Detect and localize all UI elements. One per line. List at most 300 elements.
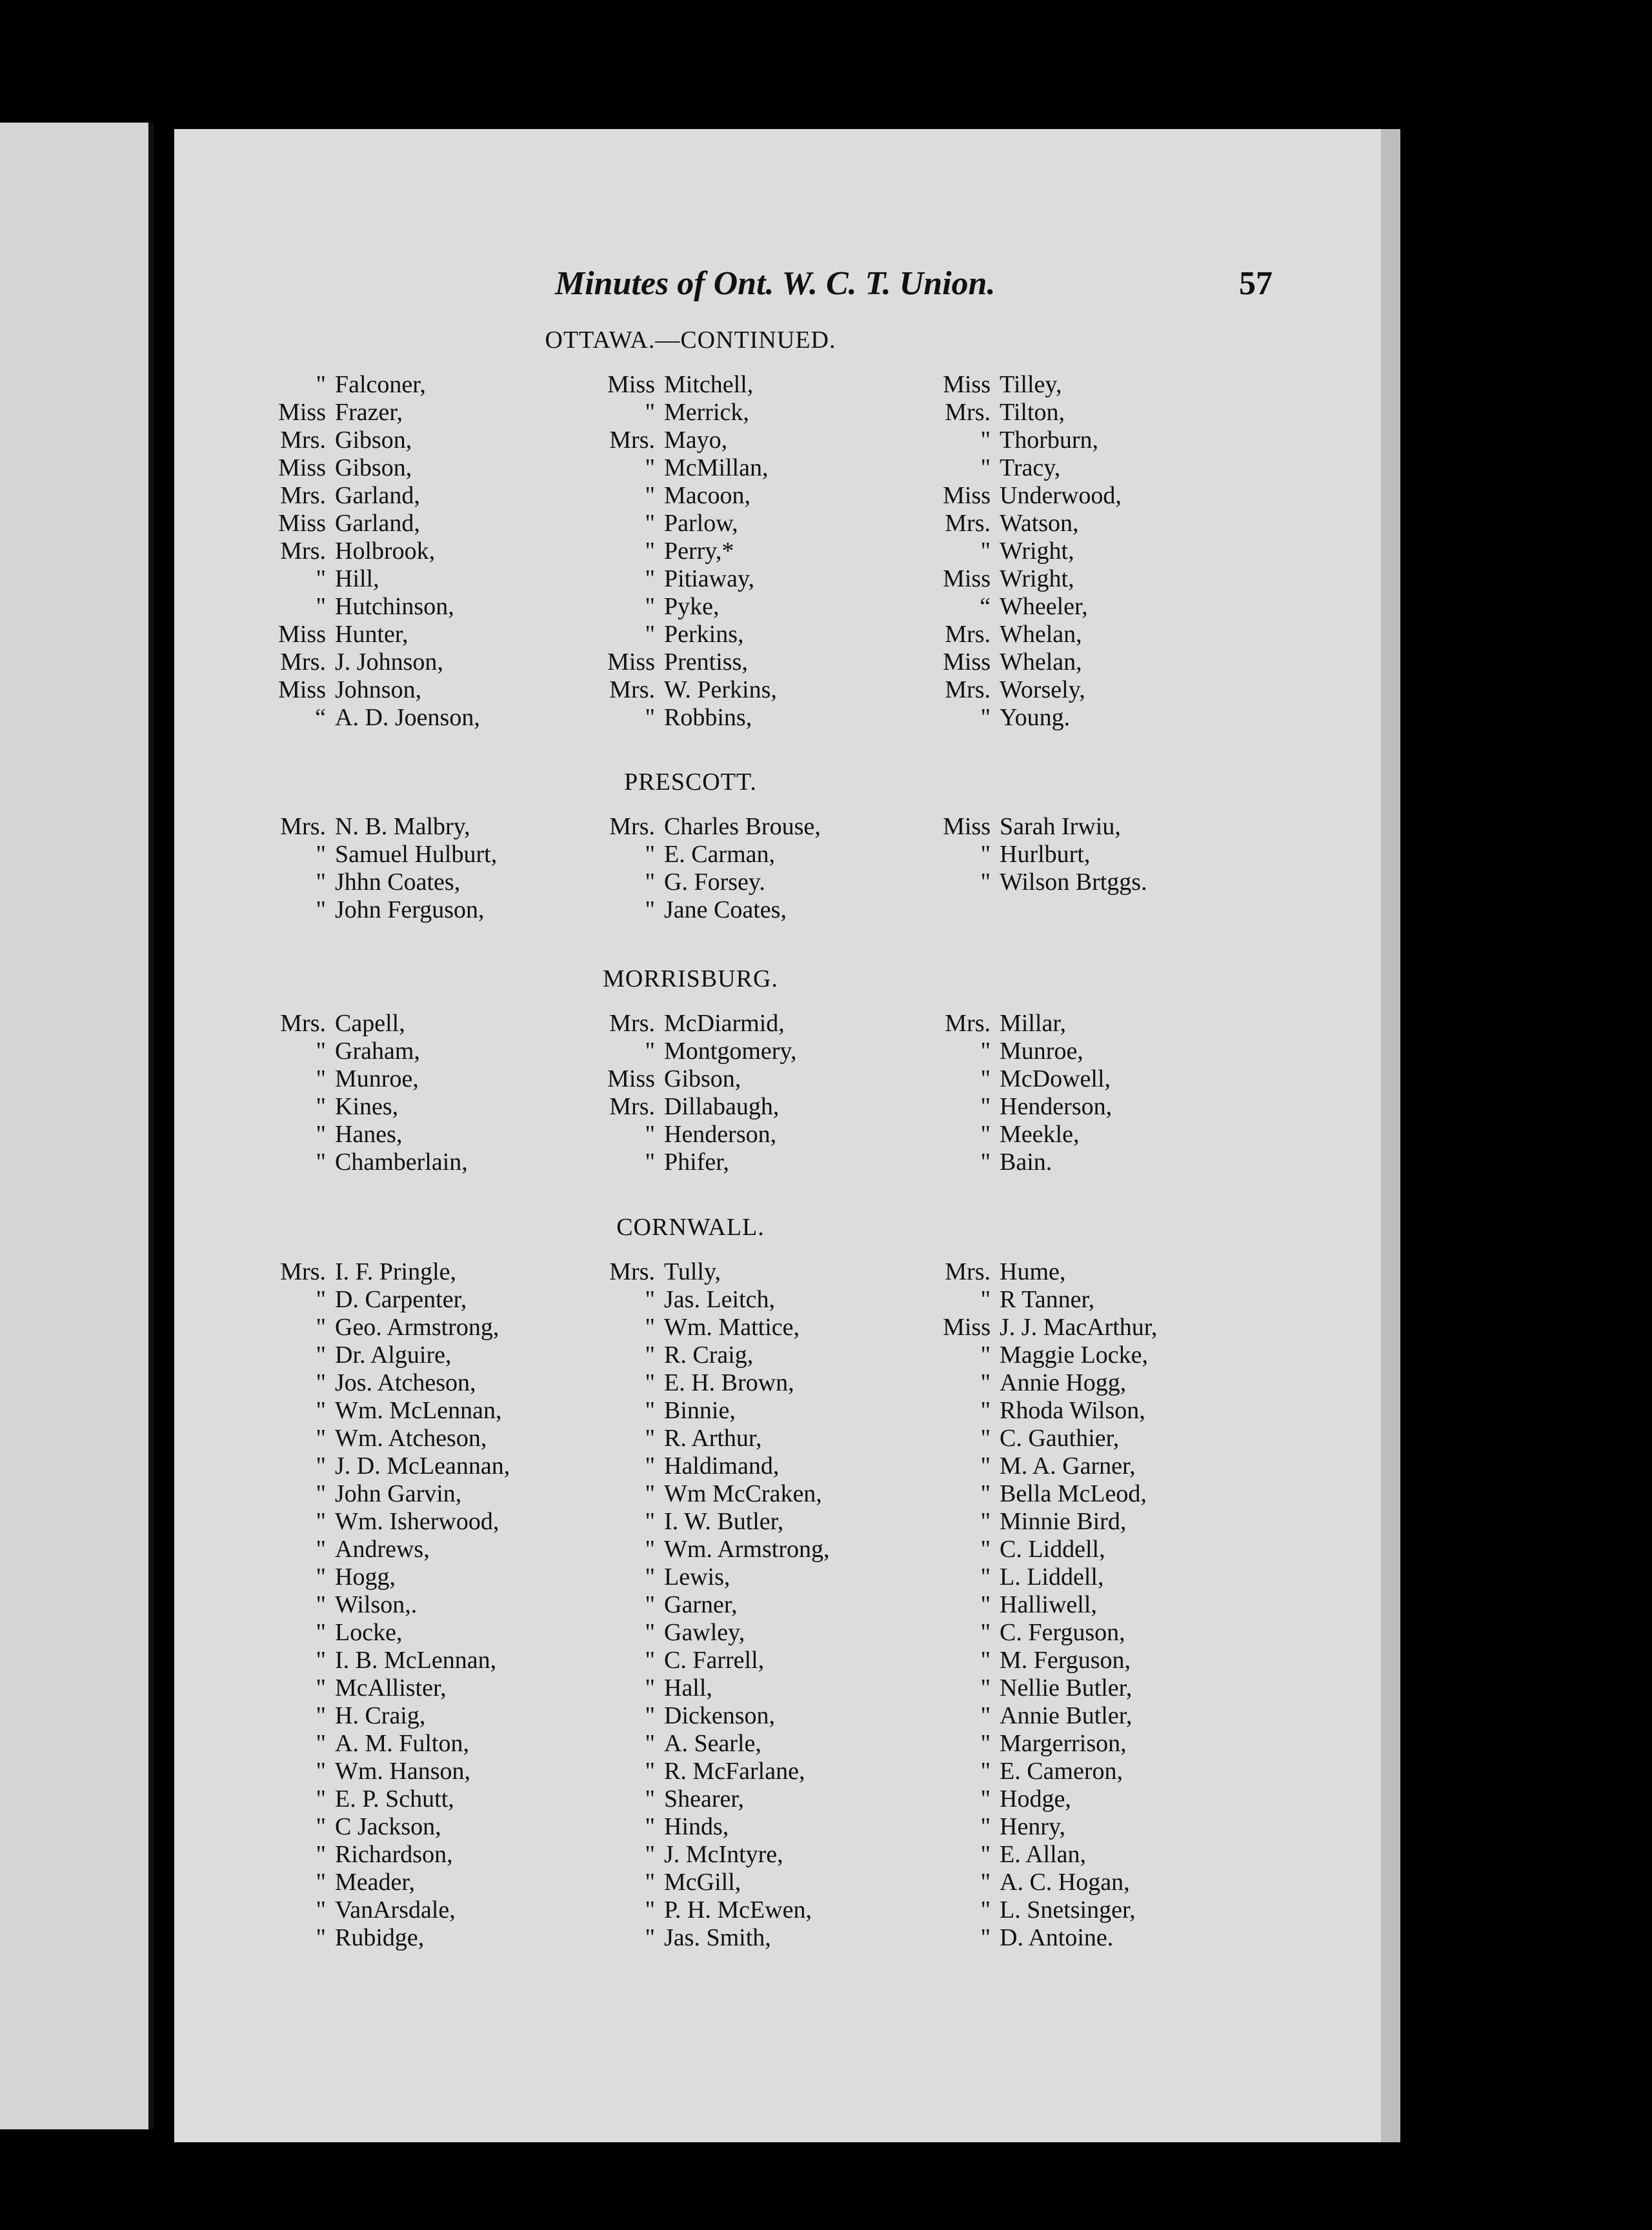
honorific: " <box>980 1121 991 1148</box>
name-entry <box>923 1038 1112 1065</box>
person-name: Samuel Hulburt, <box>335 841 498 868</box>
honorific: " <box>645 1369 655 1396</box>
section-heading: CORNWALL. <box>616 1214 765 1241</box>
honorific: " <box>980 1758 991 1785</box>
person-name: L. Liddell, <box>1000 1563 1104 1591</box>
person-name: Tully, <box>664 1258 721 1285</box>
name-entry <box>587 621 777 648</box>
name-entry <box>587 1841 829 1869</box>
honorific: Miss <box>278 454 326 481</box>
honorific: Mrs. <box>609 427 655 454</box>
name-entry <box>923 1121 1112 1149</box>
honorific: " <box>316 1369 326 1396</box>
name-entry <box>923 1730 1157 1758</box>
name-entry <box>587 1674 829 1702</box>
name-column <box>923 371 1122 732</box>
name-column <box>923 1258 1157 1952</box>
name-column <box>258 371 480 732</box>
name-entry <box>258 1619 510 1647</box>
person-name: N. B. Malbry, <box>335 813 470 840</box>
name-entry <box>587 1563 829 1591</box>
person-name: Tracy, <box>1000 454 1061 481</box>
honorific: Mrs. <box>609 1010 655 1037</box>
person-name: Hunter, <box>335 621 408 648</box>
honorific: Miss <box>278 621 326 648</box>
name-entry <box>587 1149 796 1176</box>
name-entry <box>258 1314 510 1341</box>
person-name: Pitiaway, <box>664 565 755 592</box>
name-entry <box>923 537 1122 565</box>
honorific: " <box>980 704 991 731</box>
name-entry <box>923 1591 1157 1619</box>
name-entry <box>923 1341 1157 1369</box>
honorific: " <box>645 1397 655 1424</box>
person-name: Wm. Armstrong, <box>664 1536 830 1563</box>
person-name: C. Farrell, <box>664 1647 765 1674</box>
person-name: J. D. McLeannan, <box>335 1452 510 1480</box>
person-name: McMillan, <box>664 454 769 481</box>
name-entry <box>587 1480 829 1508</box>
person-name: Wm. Mattice, <box>664 1314 800 1341</box>
name-entry <box>923 1647 1157 1674</box>
person-name: Hall, <box>664 1674 712 1702</box>
honorific: " <box>316 869 326 896</box>
honorific: " <box>645 1758 655 1785</box>
name-entry <box>923 1896 1157 1924</box>
person-name: Millar, <box>1000 1010 1066 1037</box>
honorific: Miss <box>943 482 991 509</box>
honorific: " <box>645 1425 655 1452</box>
honorific: Mrs. <box>945 676 991 703</box>
name-entry <box>258 704 480 732</box>
person-name: Wright, <box>1000 537 1074 565</box>
person-name: G. Forsey. <box>664 869 765 896</box>
honorific: Miss <box>607 1065 655 1092</box>
name-entry <box>587 1869 829 1896</box>
honorific: " <box>316 1841 326 1868</box>
honorific: " <box>645 1149 655 1176</box>
name-entry <box>923 1258 1157 1286</box>
name-entry <box>923 676 1122 704</box>
honorific: " <box>645 1563 655 1591</box>
honorific: " <box>980 1674 991 1702</box>
name-entry <box>923 1841 1157 1869</box>
person-name: J. Johnson, <box>335 648 443 676</box>
honorific: " <box>980 1647 991 1674</box>
person-name: Gibson, <box>664 1065 741 1092</box>
honorific: " <box>980 869 991 896</box>
name-entry <box>258 537 480 565</box>
honorific: " <box>980 1896 991 1924</box>
honorific: " <box>645 399 655 426</box>
person-name: E. Allan, <box>1000 1841 1087 1868</box>
name-entry <box>258 1369 510 1397</box>
honorific: " <box>980 1038 991 1065</box>
person-name: E. P. Schutt, <box>335 1785 454 1813</box>
honorific: " <box>980 1869 991 1896</box>
person-name: I. W. Butler, <box>664 1508 784 1535</box>
name-entry <box>923 1785 1157 1813</box>
person-name: Jane Coates, <box>664 896 787 923</box>
honorific: Mrs. <box>280 648 326 676</box>
person-name: D. Antoine. <box>1000 1924 1114 1951</box>
person-name: Garland, <box>335 510 420 537</box>
name-entry <box>587 565 777 593</box>
name-entry <box>587 593 777 621</box>
name-entry <box>258 1149 468 1176</box>
name-entry <box>923 1314 1157 1341</box>
name-entry <box>587 1536 829 1563</box>
name-entry <box>258 1785 510 1813</box>
name-entry <box>923 1619 1157 1647</box>
honorific: " <box>980 1841 991 1868</box>
honorific: " <box>316 1591 326 1618</box>
honorific: " <box>316 1536 326 1563</box>
name-entry <box>587 1425 829 1452</box>
honorific: " <box>645 1869 655 1896</box>
person-name: Whelan, <box>1000 648 1082 676</box>
person-name: Graham, <box>335 1038 420 1065</box>
name-entry <box>587 1619 829 1647</box>
honorific: Mrs. <box>945 399 991 426</box>
honorific: " <box>645 1508 655 1535</box>
person-name: Hinds, <box>664 1813 729 1840</box>
honorific: " <box>316 565 326 592</box>
person-name: Charles Brouse, <box>664 813 821 840</box>
person-name: Phifer, <box>664 1149 729 1176</box>
name-entry <box>923 1536 1157 1563</box>
honorific: " <box>645 841 655 868</box>
name-entry <box>258 1010 468 1038</box>
honorific: " <box>980 1924 991 1951</box>
honorific: Mrs. <box>280 427 326 454</box>
honorific: " <box>316 1065 326 1092</box>
name-entry <box>923 1149 1112 1176</box>
honorific: Mrs. <box>945 621 991 648</box>
person-name: Perry,* <box>664 537 734 565</box>
person-name: John Ferguson, <box>335 896 485 923</box>
name-entry <box>587 1369 829 1397</box>
name-entry <box>258 1563 510 1591</box>
person-name: Hanes, <box>335 1121 403 1148</box>
name-column <box>258 1258 510 1952</box>
honorific: " <box>645 1674 655 1702</box>
person-name: Nellie Butler, <box>1000 1674 1133 1702</box>
person-name: P. H. McEwen, <box>664 1896 812 1924</box>
name-entry <box>587 1038 796 1065</box>
honorific: " <box>316 1702 326 1729</box>
person-name: Underwood, <box>1000 482 1122 509</box>
person-name: H. Craig, <box>335 1702 426 1729</box>
name-entry <box>923 1093 1112 1121</box>
section-heading: OTTAWA.—CONTINUED. <box>545 326 836 354</box>
honorific: " <box>316 1038 326 1065</box>
person-name: Mayo, <box>664 427 728 454</box>
name-entry <box>587 537 777 565</box>
person-name: Geo. Armstrong, <box>335 1314 499 1341</box>
person-name: Robbins, <box>664 704 752 731</box>
honorific: " <box>980 1619 991 1646</box>
person-name: Tilley, <box>1000 371 1062 398</box>
name-entry <box>258 510 480 537</box>
honorific: Miss <box>943 813 991 840</box>
person-name: C Jackson, <box>335 1813 441 1840</box>
honorific: " <box>980 1536 991 1563</box>
honorific: " <box>980 1813 991 1840</box>
person-name: McAllister, <box>335 1674 447 1702</box>
person-name: Bella McLeod, <box>1000 1480 1147 1507</box>
name-entry <box>258 1258 510 1286</box>
honorific: " <box>980 1508 991 1535</box>
honorific: " <box>316 1730 326 1757</box>
name-entry <box>587 1314 829 1341</box>
name-entry <box>258 1093 468 1121</box>
person-name: Henderson, <box>664 1121 777 1148</box>
honorific: " <box>645 482 655 509</box>
person-name: Hogg, <box>335 1563 396 1591</box>
person-name: Holbrook, <box>335 537 436 565</box>
name-entry <box>587 1508 829 1536</box>
honorific: " <box>645 1480 655 1507</box>
person-name: Thorburn, <box>1000 427 1099 454</box>
honorific: Mrs. <box>280 482 326 509</box>
name-entry <box>923 1702 1157 1730</box>
section-heading: MORRISBURG. <box>603 965 778 992</box>
name-entry <box>258 621 480 648</box>
name-entry <box>587 1702 829 1730</box>
name-entry <box>587 454 777 482</box>
name-entry <box>923 510 1122 537</box>
honorific: Miss <box>278 399 326 426</box>
person-name: A. Searle, <box>664 1730 761 1757</box>
person-name: M. Ferguson, <box>1000 1647 1131 1674</box>
honorific: " <box>980 1341 991 1369</box>
person-name: Capell, <box>335 1010 405 1037</box>
honorific: " <box>316 1314 326 1341</box>
person-name: Johnson, <box>335 676 422 703</box>
name-entry <box>923 371 1122 399</box>
person-name: Hutchinson, <box>335 593 454 620</box>
name-entry <box>258 593 480 621</box>
person-name: John Garvin, <box>335 1480 462 1507</box>
name-entry <box>923 593 1122 621</box>
honorific: " <box>316 1674 326 1702</box>
person-name: Wilson Brtggs. <box>1000 869 1147 896</box>
honorific: " <box>980 1093 991 1120</box>
name-entry <box>587 1647 829 1674</box>
person-name: Henry, <box>1000 1813 1065 1840</box>
name-entry <box>587 1591 829 1619</box>
honorific: " <box>316 1093 326 1120</box>
person-name: Dr. Alguire, <box>335 1341 452 1369</box>
honorific: " <box>980 1397 991 1424</box>
name-entry <box>258 399 480 427</box>
honorific: " <box>980 1452 991 1480</box>
honorific: " <box>645 1841 655 1868</box>
name-entry <box>923 1480 1157 1508</box>
honorific: Miss <box>607 648 655 676</box>
person-name: Perkins, <box>664 621 744 648</box>
honorific: " <box>316 1813 326 1840</box>
person-name: Chamberlain, <box>335 1149 468 1176</box>
person-name: Hurlburt, <box>1000 841 1091 868</box>
name-entry <box>587 1258 829 1286</box>
name-entry <box>923 1813 1157 1841</box>
honorific: " <box>316 1425 326 1452</box>
name-entry <box>258 1425 510 1452</box>
name-entry <box>258 482 480 510</box>
name-column <box>587 813 821 924</box>
person-name: Meader, <box>335 1869 416 1896</box>
person-name: Hodge, <box>1000 1785 1071 1813</box>
name-entry <box>587 1730 829 1758</box>
person-name: I. B. McLennan, <box>335 1647 497 1674</box>
person-name: Montgomery, <box>664 1038 797 1065</box>
person-name: McGill, <box>664 1869 741 1896</box>
name-entry <box>587 1093 796 1121</box>
honorific: Miss <box>943 565 991 592</box>
honorific: Mrs. <box>945 1010 991 1037</box>
section-heading: PRESCOTT. <box>624 768 757 796</box>
name-entry <box>587 676 777 704</box>
name-entry <box>258 813 497 841</box>
name-entry <box>923 1397 1157 1425</box>
honorific: " <box>316 1286 326 1313</box>
honorific: " <box>316 1397 326 1424</box>
honorific: Mrs. <box>945 1258 991 1285</box>
honorific: Mrs. <box>609 1258 655 1285</box>
person-name: Prentiss, <box>664 648 748 676</box>
honorific: " <box>645 565 655 592</box>
name-entry <box>258 1591 510 1619</box>
name-column <box>258 813 497 924</box>
honorific: " <box>980 1480 991 1507</box>
person-name: J. McIntyre, <box>664 1841 783 1868</box>
name-entry <box>258 565 480 593</box>
name-entry <box>923 1065 1112 1093</box>
person-name: Bain. <box>1000 1149 1053 1176</box>
person-name: Annie Hogg, <box>1000 1369 1127 1396</box>
honorific: Mrs. <box>280 813 326 840</box>
name-entry <box>258 896 497 924</box>
honorific: " <box>980 1591 991 1618</box>
honorific: " <box>645 1341 655 1369</box>
honorific: " <box>316 1121 326 1148</box>
person-name: Jos. Atcheson, <box>335 1369 476 1396</box>
person-name: R. McFarlane, <box>664 1758 805 1785</box>
person-name: Gawley, <box>664 1619 745 1646</box>
honorific: " <box>645 1619 655 1646</box>
honorific: " <box>645 1647 655 1674</box>
honorific: " <box>645 1896 655 1924</box>
person-name: C. Liddell, <box>1000 1536 1105 1563</box>
honorific: “ <box>980 593 991 620</box>
name-column <box>923 1010 1112 1176</box>
honorific: " <box>645 537 655 565</box>
name-entry <box>258 1869 510 1896</box>
name-entry <box>923 454 1122 482</box>
honorific: " <box>980 1286 991 1313</box>
person-name: Tilton, <box>1000 399 1065 426</box>
person-name: Jas. Leitch, <box>664 1286 776 1313</box>
document-page <box>174 129 1400 2142</box>
name-entry <box>258 1813 510 1841</box>
name-entry <box>923 813 1147 841</box>
person-name: Mitchell, <box>664 371 754 398</box>
name-entry <box>587 1010 796 1038</box>
person-name: Falconer, <box>335 371 426 398</box>
person-name: Jhhn Coates, <box>335 869 461 896</box>
name-entry <box>258 1286 510 1314</box>
name-entry <box>923 427 1122 454</box>
honorific: " <box>645 869 655 896</box>
honorific: " <box>316 593 326 620</box>
person-name: Wm. Isherwood, <box>335 1508 499 1535</box>
person-name: Haldimand, <box>664 1452 780 1480</box>
person-name: McDowell, <box>1000 1065 1111 1092</box>
name-entry <box>258 454 480 482</box>
person-name: VanArsdale, <box>335 1896 456 1924</box>
honorific: " <box>980 841 991 868</box>
honorific: " <box>980 427 991 454</box>
person-name: L. Snetsinger, <box>1000 1896 1136 1924</box>
honorific: " <box>980 1785 991 1813</box>
name-entry <box>258 1730 510 1758</box>
honorific: " <box>645 454 655 481</box>
honorific: " <box>316 1563 326 1591</box>
person-name: A. M. Fulton, <box>335 1730 469 1757</box>
name-entry <box>587 1286 829 1314</box>
person-name: Frazer, <box>335 399 403 426</box>
honorific: " <box>316 841 326 868</box>
name-entry <box>258 1674 510 1702</box>
person-name: Whelan, <box>1000 621 1082 648</box>
name-entry <box>587 869 821 896</box>
person-name: Wm McCraken, <box>664 1480 822 1507</box>
name-entry <box>258 1038 468 1065</box>
person-name: Wright, <box>1000 565 1074 592</box>
honorific: " <box>645 1730 655 1757</box>
honorific: Mrs. <box>280 1010 326 1037</box>
honorific: " <box>316 1869 326 1896</box>
person-name: Binnie, <box>664 1397 736 1424</box>
name-entry <box>923 841 1147 869</box>
person-name: Munroe, <box>335 1065 419 1092</box>
name-entry <box>587 1452 829 1480</box>
honorific: " <box>316 1896 326 1924</box>
honorific: " <box>316 371 326 398</box>
honorific: " <box>645 1591 655 1618</box>
name-entry <box>923 704 1122 732</box>
name-entry <box>258 1065 468 1093</box>
person-name: Kines, <box>335 1093 399 1120</box>
person-name: A. C. Hogan, <box>1000 1869 1130 1896</box>
person-name: E. Carman, <box>664 841 776 868</box>
person-name: Watson, <box>1000 510 1079 537</box>
name-entry <box>258 1536 510 1563</box>
name-entry <box>258 1647 510 1674</box>
honorific: " <box>645 1536 655 1563</box>
person-name: Macoon, <box>664 482 751 509</box>
person-name: Rhoda Wilson, <box>1000 1397 1145 1424</box>
name-entry <box>587 1065 796 1093</box>
honorific: Mrs. <box>609 676 655 703</box>
person-name: Gibson, <box>335 427 412 454</box>
person-name: Wm. McLennan, <box>335 1397 502 1424</box>
person-name: Jas. Smith, <box>664 1924 771 1951</box>
person-name: Meekle, <box>1000 1121 1080 1148</box>
honorific: Miss <box>278 510 326 537</box>
